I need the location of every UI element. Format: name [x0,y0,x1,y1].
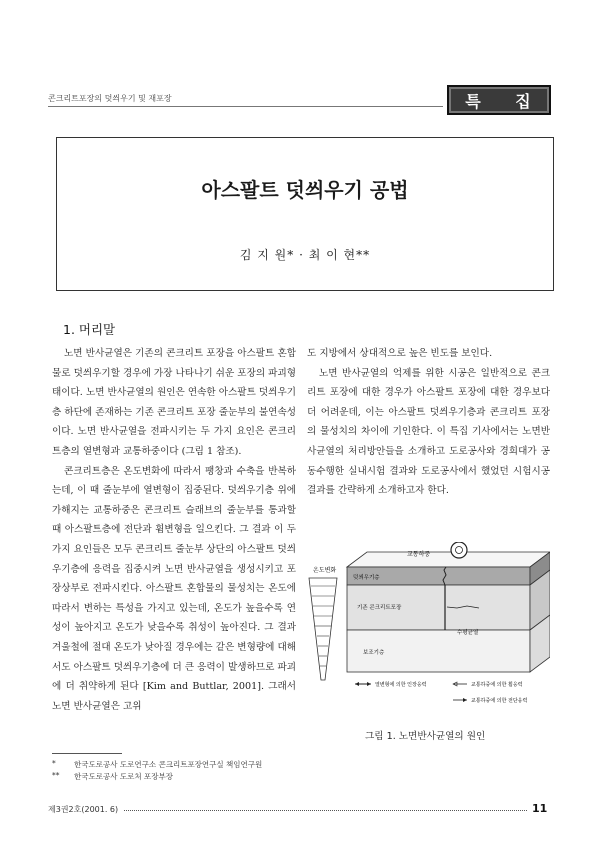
header-rule [48,106,443,107]
badge-char-2: 집 [515,91,533,111]
footnote-mark-2: ** [52,771,60,780]
temp-change-label: 온도변화 [313,567,337,574]
footnote-rule [52,753,122,754]
section-badge [447,85,551,115]
title-box [56,137,554,291]
section-heading: 1. 머리말 [63,322,116,337]
footnote-1: 한국도로공사 도로연구소 콘크리트포장연구실 책임연구원 [74,760,263,769]
page-number: 11 [532,802,548,815]
left-paragraph-2: 콘크리트층은 온도변화에 따라서 팽창과 수축을 반복하는데, 이 때 줄눈부에 열변형이 집중된다. 덧씌우기층 위에 가해지는 교통하중은 콘크리트 슬래브의 줄눈부를 통과할 때 아스팔트층에 전단과 휨변형을 일으킨다. 그 결과 이 두 가지 요인들은 모두 콘크리트 줄눈부 상단의 아스팔트 덧씌우기층에 응력을 집중시켜 노면 반사균열을 생성시키고 포장상부로 전파시킨다. 아스팔트 혼합물의 물성치는 온도에 따라서 변하는 특성을 가지고 있는데, 온도가 높을수록 연성이 높아지고 온도가 낮을수록 취성이 높아진다. 그 결과 겨울철에 절대 온도가 낮아질 경우에는 같은 변형량에 대해서도 아스팔트 덧씌우기층에 더 큰 응력이 발생하므로 파괴에 더 취약하게 된다 [Kim and Buttlar, 2001]. 그래서 노면 반사균열은 고위 [52,465,296,712]
footer-rule [124,810,527,811]
overlay-label: 덧씌우기층 [353,575,380,581]
left-paragraph-1: 노면 반사균열은 기존의 콘크리트 포장을 아스팔트 혼합물로 덧씌우기할 경우에 가장 나타나기 쉬운 포장의 파괴형태이다. 노면 반사균열의 원인은 연속한 아스팔트 덧씌우기층 하단에 존재하는 기존 콘크리트 포장 줄눈부의 불연속성이다. 노면 반사균열을 전파시키는 두 가지 요인은 콘크리트층의 열변형과 교통하중이다 (그림 1 참조). [52,348,296,457]
figure-caption: 그림 1. 노면반사균열의 원인 [365,731,486,742]
running-header: 콘크리트포장의 덧씌우기 및 재포장 [48,94,172,103]
footnote-2: 한국도로공사 도로처 포장부장 [74,772,173,781]
right-column [307,344,550,501]
reflective-crack-figure [307,542,550,717]
legend-traffic-shear: 교통하중에 의한 전단응력 [471,698,528,704]
traffic-load-label: 교통하중 [407,551,431,558]
existing-concrete-label: 기존 콘크리트포장 [357,605,402,611]
right-paragraph-1: 도 지방에서 상대적으로 높은 빈도를 보인다. [307,348,493,359]
article-title: 아스팔트 덧씌우기 공법 [201,178,409,202]
right-paragraph-2: 노면 반사균열의 억제를 위한 시공은 일반적으로 콘크리트 포장에 대한 경우가 아스팔트 포장에 대한 경우보다 더 어려운데, 이는 아스팔트 덧씌우기층과 콘크리트 포장의 물성치의 차이에 기인한다. 이 특집 기사에서는 노면반사균열의 처리방안들을 소개하고 도로공사와 경희대가 공동수행한 실내시험 결과와 도로공사에서 했었던 시험시공 결과를 간략하게 소개하고자 한다. [307,367,550,497]
base-label: 보조기층 [363,650,385,656]
tire-icon [451,542,467,558]
top-surface [347,552,550,567]
figure-legend [355,681,527,704]
temperature-wedge [309,578,337,680]
legend-thermal: 열변형에 의한 인장응력 [375,682,427,688]
left-column [52,344,296,716]
issue-info: 제3권2호(2001. 6) [48,805,119,814]
badge-char-1: 특 [465,91,483,111]
horizontal-crack-label: 수평균열 [457,630,479,636]
authors: 김 지 원* · 최 이 현** [239,248,371,262]
footnote-mark-1: * [52,759,56,768]
legend-traffic-bending: 교통하중에 의한 휨응력 [471,682,523,688]
